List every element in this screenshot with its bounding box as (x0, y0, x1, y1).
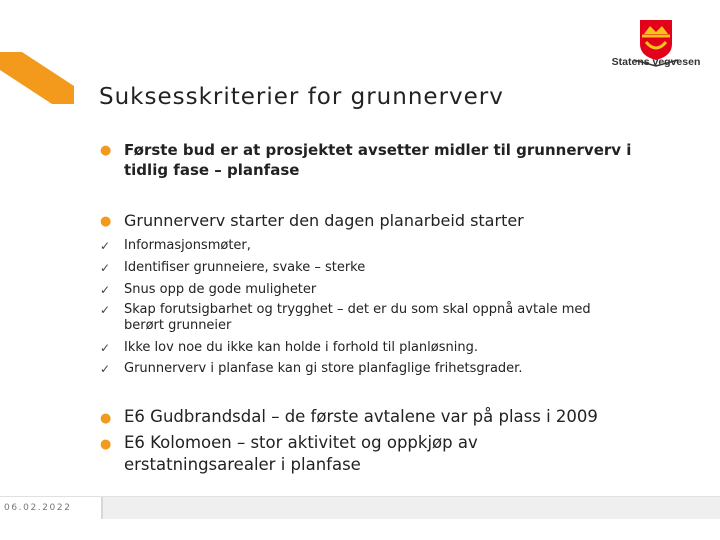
bullet-dot-icon: ● (100, 143, 112, 158)
bullet-text: Grunnerverv starter den dagen planarbeid starter (124, 211, 524, 230)
checkmark-icon: ✓ (100, 341, 111, 355)
checkmark-icon: ✓ (100, 261, 111, 275)
brand-name: Statens vegvesen (611, 56, 701, 68)
slide-title: Suksesskriterier for grunnerverv (99, 84, 504, 110)
bullet-item (100, 140, 660, 180)
checklist-item (100, 361, 660, 377)
checkmark-icon: ✓ (100, 239, 111, 253)
bullet-text: E6 Kolomoen – stor aktivitet og oppkjøp av erstatningsarealer i planfase (124, 433, 478, 474)
checkmark-icon: ✓ (100, 283, 111, 297)
footer-date-box (0, 497, 103, 519)
checkmark-icon: ✓ (100, 362, 111, 376)
bullet-item (100, 210, 660, 231)
checklist-item (100, 340, 660, 356)
bullet-text: E6 Gudbrandsdal – de første avtalene var på plass i 2009 (124, 407, 598, 426)
bullet-item (100, 406, 660, 428)
checklist-text: Ikke lov noe du ikke kan holde i forhold til planløsning. (124, 340, 478, 355)
footer-bar (0, 497, 720, 519)
checklist-item (100, 238, 660, 254)
bullet-dot-icon: ● (100, 214, 112, 229)
checklist-item (100, 302, 620, 334)
corner-stripe-decoration (0, 0, 74, 104)
checklist-item (100, 282, 660, 298)
checklist-text: Informasjonsmøter, (124, 238, 251, 253)
checklist-text: Skap forutsigbarhet og trygghet – det er du som skal oppnå avtale med berørt grunneier (124, 302, 591, 333)
checklist-text: Identifiser grunneiere, svake – sterke (124, 260, 366, 275)
bullet-item (100, 432, 560, 476)
checklist-text: Snus opp de gode muligheter (124, 282, 317, 297)
bullet-dot-icon: ● (100, 437, 112, 452)
checklist-text: Grunnerverv i planfase kan gi store planfaglige frihetsgrader. (124, 361, 523, 376)
checkmark-icon: ✓ (100, 303, 111, 317)
bullet-dot-icon: ● (100, 411, 112, 426)
checklist-item (100, 260, 660, 276)
footer-date: 06.02.2022 (4, 503, 72, 513)
bullet-text: Første bud er at prosjektet avsetter midler til grunnerverv i tidlig fase – planfase (124, 141, 632, 179)
